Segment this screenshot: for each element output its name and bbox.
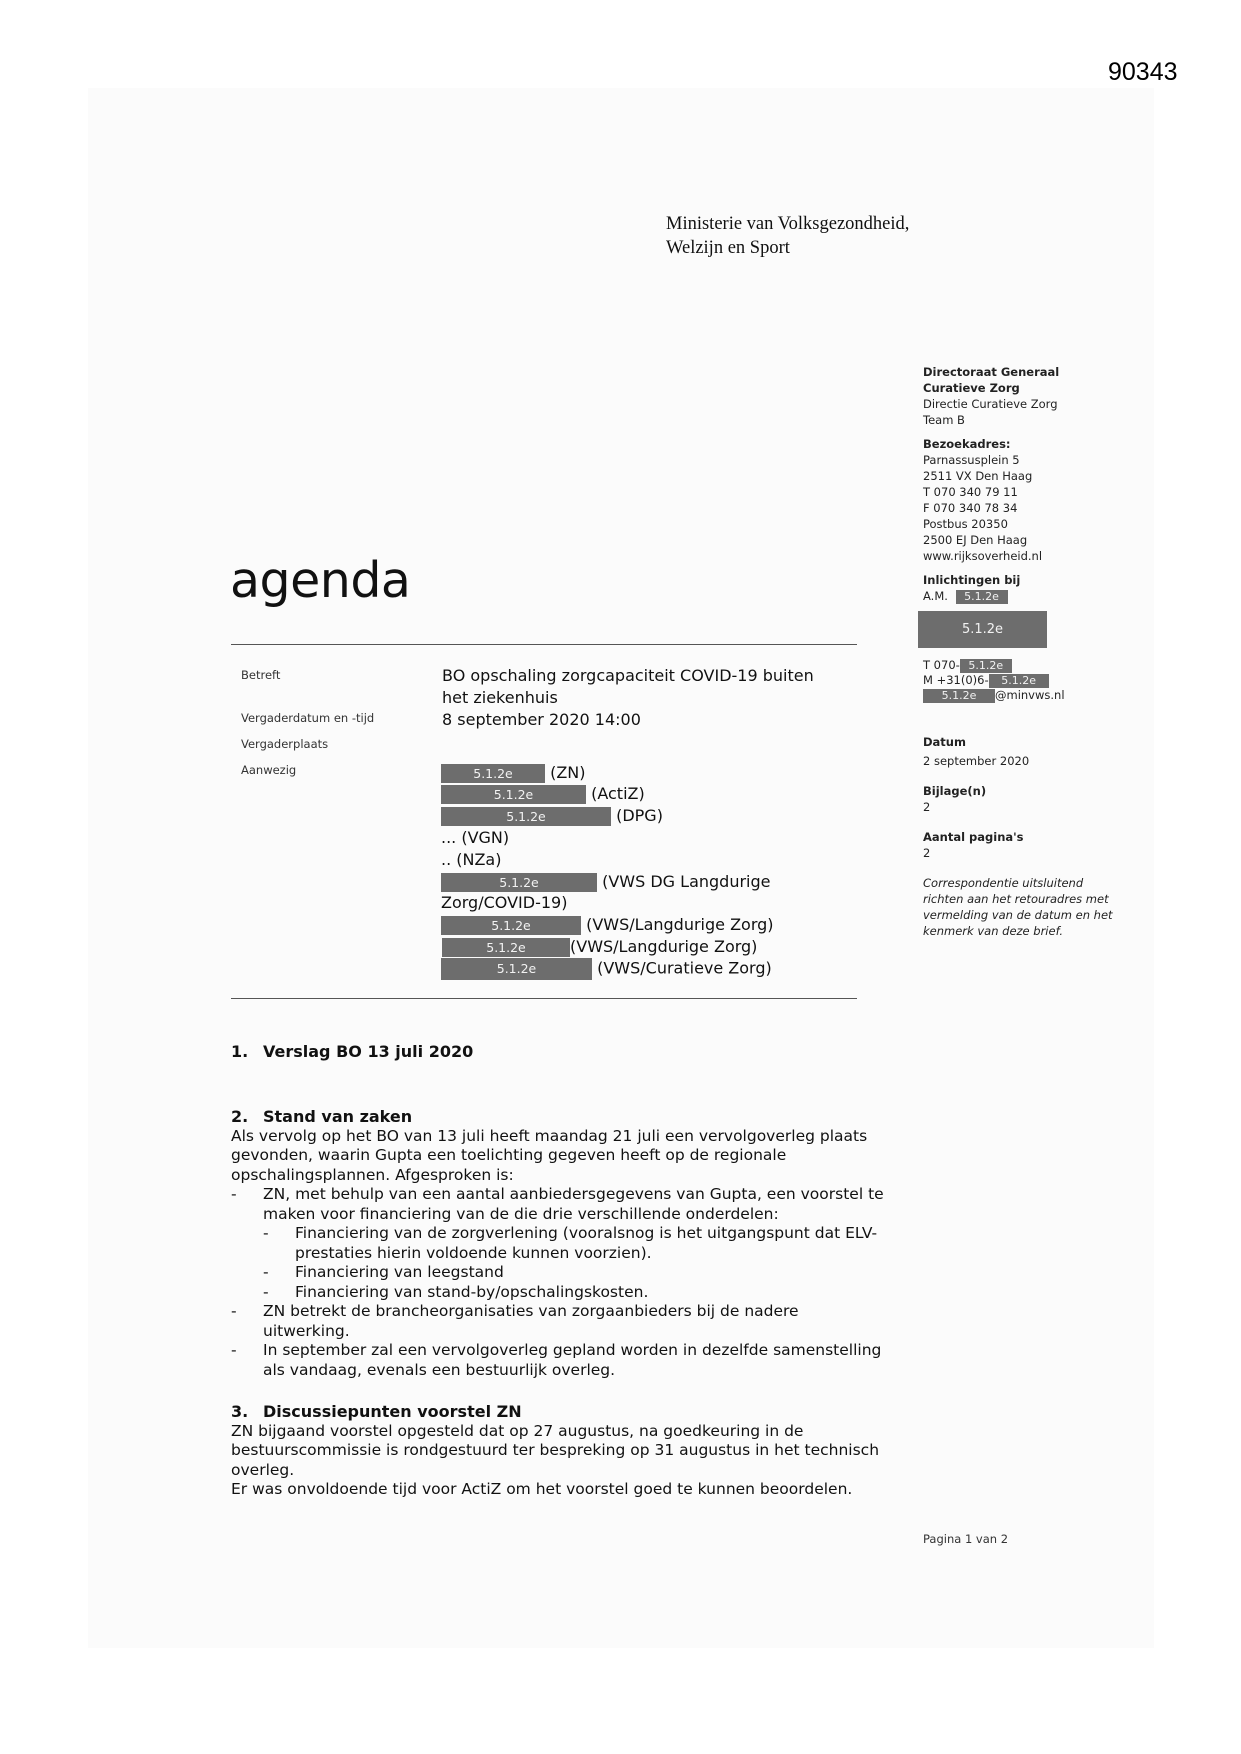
ministry-name xyxy=(666,212,909,260)
redaction-box: 5.1.2e xyxy=(441,958,592,980)
attendee-row xyxy=(441,915,774,935)
phone-prefix: T 070- xyxy=(923,658,960,672)
section-3-paragraph-2: Er was onvoldoende tijd voor ActiZ om het voorstel goed te kunnen beoordelen. xyxy=(231,1480,853,1498)
meeting-place-label: Vergaderplaats xyxy=(241,737,329,751)
org-line-4: Team B xyxy=(923,413,965,427)
letter-meta xyxy=(923,734,1123,939)
present-label: Aanwezig xyxy=(241,763,297,777)
org-line-1: Directoraat Generaal xyxy=(923,365,1060,379)
section-2-heading xyxy=(231,1107,931,1127)
redaction-box: 5.1.2e xyxy=(923,689,995,703)
section-2-intro: Als vervolg op het BO van 13 juli heeft maandag 21 juli een vervolgoverleg plaats gevonden, waarin Gupta een toelichting gegeven heeft op de regionale opschalingsplannen. Afgesproken is: xyxy=(231,1126,868,1184)
attendee-org: (VWS/Langdurige Zorg) xyxy=(586,915,774,934)
subject-label: Betreft xyxy=(241,668,281,682)
pages-value: 2 xyxy=(923,846,931,860)
org-line-3: Directie Curatieve Zorg xyxy=(923,397,1058,411)
attendee-org: (DPG) xyxy=(616,806,663,825)
attendee-row xyxy=(441,850,501,870)
meeting-date-label: Vergaderdatum en -tijd xyxy=(241,711,375,725)
phone-row xyxy=(923,658,1065,673)
document-number: 90343 xyxy=(1108,58,1178,86)
address-line: Postbus 20350 xyxy=(923,517,1008,531)
attendee-row xyxy=(441,893,567,913)
attendee-org: (ActiZ) xyxy=(591,784,645,803)
date-value: 2 september 2020 xyxy=(923,754,1030,768)
attendee-org: .. (NZa) xyxy=(441,850,502,869)
redaction-box: 5.1.2e xyxy=(960,659,1012,673)
attendee-row xyxy=(442,937,757,957)
section-title: Verslag BO 13 juli 2020 xyxy=(263,1042,474,1061)
list-dash: - xyxy=(263,1263,269,1281)
list-item-text: ZN betrekt de brancheorganisaties van zorgaanbieders bij de nadere uitwerking. xyxy=(263,1302,799,1340)
attachments-value: 2 xyxy=(923,800,931,814)
sub-list-item xyxy=(231,1224,901,1263)
section-1-heading xyxy=(231,1042,931,1062)
address-line: 2511 VX Den Haag xyxy=(923,469,1033,483)
section-title: Stand van zaken xyxy=(263,1107,413,1126)
list-item-text: Financiering van de zorgverlening (vooralsnog is het uitgangspunt dat ELV-prestaties hierin voldoende kunnen voorzien). xyxy=(295,1224,878,1262)
meeting-date-value: 8 september 2020 14:00 xyxy=(442,710,641,729)
attendee-row xyxy=(441,828,509,848)
subject-value-line-2: het ziekenhuis xyxy=(442,688,558,707)
list-dash: - xyxy=(231,1302,237,1320)
attendee-row xyxy=(441,784,645,804)
org-line-2: Curatieve Zorg xyxy=(923,381,1020,395)
redaction-box: 5.1.2e xyxy=(441,807,611,826)
attendee-org: ... (VGN) xyxy=(441,828,510,847)
attendee-org: (ZN) xyxy=(550,763,586,782)
address-line: 2500 EJ Den Haag xyxy=(923,533,1028,547)
attendee-org: (VWS/Langdurige Zorg) xyxy=(570,937,758,956)
section-2 xyxy=(231,1107,931,1380)
list-dash: - xyxy=(263,1224,269,1242)
mobile-row xyxy=(923,673,1065,688)
section-title: Discussiepunten voorstel ZN xyxy=(263,1402,522,1421)
address-line: F 070 340 78 34 xyxy=(923,501,1018,515)
visit-address-label: Bezoekadres: xyxy=(923,437,1011,451)
section-3-heading xyxy=(231,1402,931,1422)
page-title: agenda xyxy=(230,552,411,609)
redaction-box: 5.1.2e xyxy=(441,873,597,892)
list-item-text: Financiering van leegstand xyxy=(295,1263,504,1281)
list-dash: - xyxy=(263,1282,269,1301)
list-dash: - xyxy=(231,1341,237,1359)
section-3 xyxy=(231,1402,931,1500)
section-number: 1. xyxy=(231,1042,249,1061)
mobile-prefix: M +31(0)6- xyxy=(923,673,989,687)
list-item-text: Financiering van stand-by/opschalingskosten. xyxy=(295,1282,649,1301)
page-footer: Pagina 1 van 2 xyxy=(923,1532,1009,1546)
info-contact xyxy=(923,588,1123,604)
redaction-box: 5.1.2e xyxy=(441,764,545,783)
email-row xyxy=(923,688,1065,703)
attendee-row xyxy=(441,763,586,783)
redaction-box-large: 5.1.2e xyxy=(918,611,1047,648)
website-link: www.rijksoverheid.nl xyxy=(923,549,1043,563)
email-suffix: @minvws.nl xyxy=(995,688,1065,702)
list-item-text: In september zal een vervolgoverleg gepland worden in dezelfde samenstelling als vandaag, evenals een bestuurlijk overleg. xyxy=(263,1341,882,1379)
redaction-box: 5.1.2e xyxy=(989,674,1049,688)
list-item xyxy=(231,1341,903,1380)
info-prefix: A.M. xyxy=(923,589,948,603)
info-label: Inlichtingen bij xyxy=(923,573,1021,587)
list-item xyxy=(231,1185,901,1224)
attachments-label: Bijlage(n) xyxy=(923,784,987,798)
contact-block xyxy=(923,658,1065,703)
ministry-line-2: Welzijn en Sport xyxy=(666,238,790,258)
attendee-org: Zorg/COVID-19) xyxy=(441,893,568,912)
section-3-paragraph-1: ZN bijgaand voorstel opgesteld dat op 27 augustus, na goedkeuring in de bestuurscommissie is rondgestuurd ter bespreking op 31 augustus in het technisch overleg. xyxy=(231,1421,880,1479)
pages-label: Aantal pagina's xyxy=(923,830,1024,844)
attendee-row xyxy=(441,806,663,826)
section-number: 2. xyxy=(231,1107,249,1126)
subject-value xyxy=(442,665,814,709)
divider-top xyxy=(231,644,857,645)
section-1 xyxy=(231,1042,931,1062)
sender-sidebar xyxy=(923,364,1123,604)
attendee-org: (VWS/Curatieve Zorg) xyxy=(597,958,772,978)
attendee-row xyxy=(441,872,770,892)
section-number: 3. xyxy=(231,1402,249,1421)
redaction-box: 5.1.2e xyxy=(956,590,1008,604)
address-line: T 070 340 79 11 xyxy=(923,485,1018,499)
redaction-box: 5.1.2e xyxy=(441,916,581,935)
date-label: Datum xyxy=(923,735,966,749)
sub-list-item xyxy=(231,1283,931,1303)
list-dash: - xyxy=(231,1185,237,1203)
subject-value-line-1: BO opschaling zorgcapaciteit COVID-19 buiten xyxy=(442,666,814,685)
redaction-box: 5.1.2e xyxy=(442,938,570,957)
correspondence-note: Correspondentie uitsluitend richten aan het retouradres met vermelding van de datum en het kenmerk van deze brief. xyxy=(923,876,1113,938)
divider-bottom xyxy=(231,998,857,999)
redaction-box: 5.1.2e xyxy=(441,785,586,804)
attendee-row xyxy=(441,958,772,980)
address-line: Parnassusplein 5 xyxy=(923,453,1020,467)
attendee-org: (VWS DG Langdurige xyxy=(602,872,771,891)
sub-list-item xyxy=(231,1263,931,1283)
list-item-text: ZN, met behulp van een aantal aanbiedersgegevens van Gupta, een voorstel te maken voor financiering van de die drie verschillende onderdelen: xyxy=(263,1185,884,1223)
list-item xyxy=(231,1302,863,1341)
ministry-line-1: Ministerie van Volksgezondheid, xyxy=(666,214,910,234)
